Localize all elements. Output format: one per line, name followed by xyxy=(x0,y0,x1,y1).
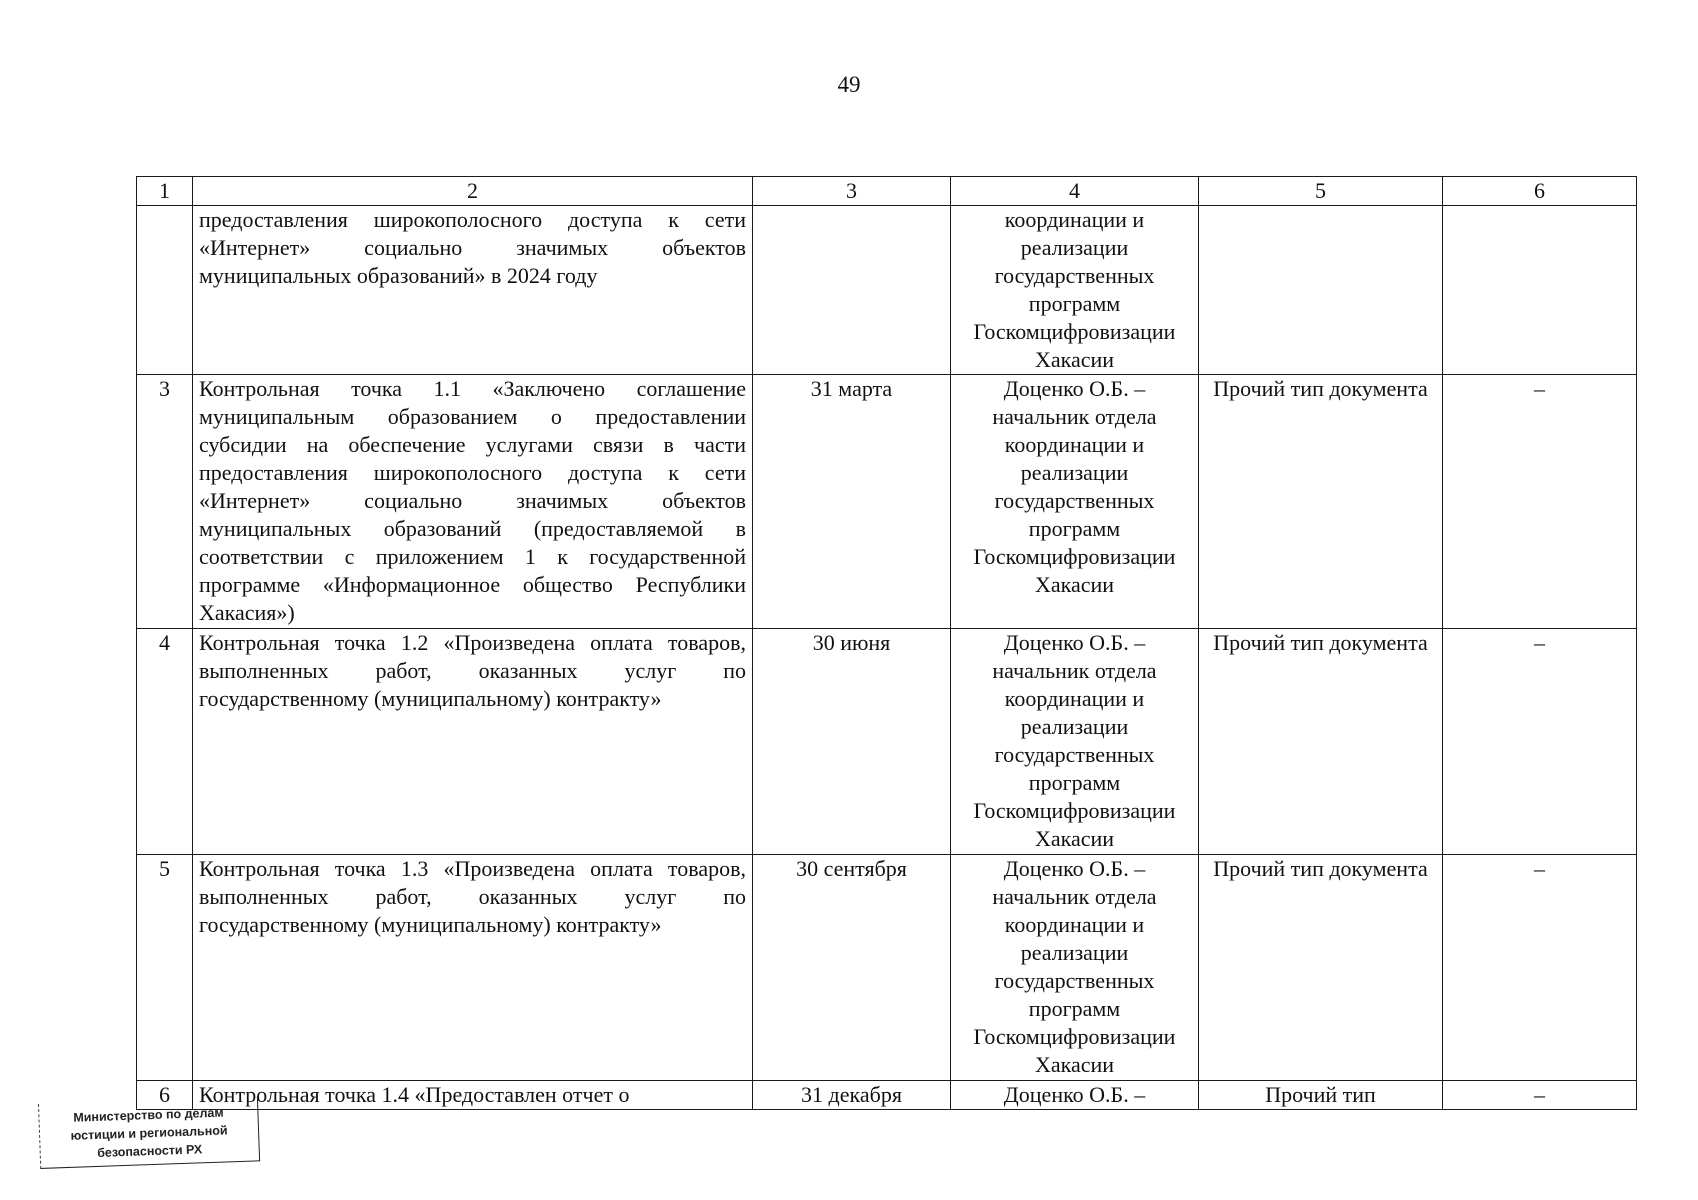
row-number xyxy=(137,206,193,375)
header-col-6: 6 xyxy=(1443,177,1637,206)
responsible-person: координации и реализации государственных программ Госкомцифровизации Хакасии xyxy=(951,206,1199,375)
responsible-person: Доценко О.Б. – начальник отдела координации и реализации государственных программ Госкомцифровизации Хакасии xyxy=(951,375,1199,629)
control-point-text: Контрольная точка 1.3 «Произведена оплата товаров, выполненных работ, оказанных услуг по государственному (муниципальному) контракту» xyxy=(193,855,753,1081)
page-number: 49 xyxy=(837,72,861,97)
table-row xyxy=(137,375,1637,629)
extra-value: – xyxy=(1443,375,1637,629)
table-row xyxy=(137,206,1637,375)
responsible-person: Доценко О.Б. – начальник отдела координации и реализации государственных программ Госкомцифровизации Хакасии xyxy=(951,855,1199,1081)
header-col-5: 5 xyxy=(1199,177,1443,206)
row-number: 5 xyxy=(137,855,193,1081)
control-point-text: Контрольная точка 1.4 «Предоставлен отчет о xyxy=(193,1081,753,1110)
document-type: Прочий тип документа xyxy=(1199,629,1443,855)
deadline-date: 30 июня xyxy=(753,629,951,855)
extra-value xyxy=(1443,206,1637,375)
document-type: Прочий тип документа xyxy=(1199,855,1443,1081)
control-points-table xyxy=(136,176,1637,1110)
row-number: 4 xyxy=(137,629,193,855)
control-point-text: предоставления широкополосного доступа к сети «Интернет» социально значимых объектов муниципальных образований» в 2024 году xyxy=(193,206,753,375)
row-number: 6 xyxy=(137,1081,193,1110)
extra-value: – xyxy=(1443,855,1637,1081)
header-col-1: 1 xyxy=(137,177,193,206)
extra-value: – xyxy=(1443,629,1637,855)
table-row xyxy=(137,1081,1637,1110)
control-point-text: Контрольная точка 1.1 «Заключено соглашение муниципальным образованием о предоставлении субсидии на обеспечение услугами связи в части предоставления широкополосного доступа к сети «Интернет» социально значимых объектов муниципальных образований (предоставляемой в соответствии с приложением 1 к государственной программе «Информационное общество Республики Хакасия») xyxy=(193,375,753,629)
stamp-line: юстиции и региональной xyxy=(70,1123,228,1143)
deadline-date: 30 сентября xyxy=(753,855,951,1081)
table-row xyxy=(137,629,1637,855)
deadline-date xyxy=(753,206,951,375)
document-type: Прочий тип документа xyxy=(1199,375,1443,629)
document-type xyxy=(1199,206,1443,375)
responsible-person: Доценко О.Б. – начальник отдела координации и реализации государственных программ Госкомцифровизации Хакасии xyxy=(951,629,1199,855)
deadline-date: 31 декабря xyxy=(753,1081,951,1110)
stamp-line: безопасности РХ xyxy=(96,1142,203,1160)
table-row xyxy=(137,855,1637,1081)
extra-value: – xyxy=(1443,1081,1637,1110)
stamp-line: Министерство по делам xyxy=(73,1105,224,1125)
header-col-4: 4 xyxy=(951,177,1199,206)
registration-stamp xyxy=(38,1096,260,1169)
header-col-3: 3 xyxy=(753,177,951,206)
control-point-text: Контрольная точка 1.2 «Произведена оплата товаров, выполненных работ, оказанных услуг по государственному (муниципальному) контракту» xyxy=(193,629,753,855)
row-number: 3 xyxy=(137,375,193,629)
document-type: Прочий тип xyxy=(1199,1081,1443,1110)
responsible-person: Доценко О.Б. – xyxy=(951,1081,1199,1110)
table-header-row xyxy=(137,177,1637,206)
deadline-date: 31 марта xyxy=(753,375,951,629)
header-col-2: 2 xyxy=(193,177,753,206)
